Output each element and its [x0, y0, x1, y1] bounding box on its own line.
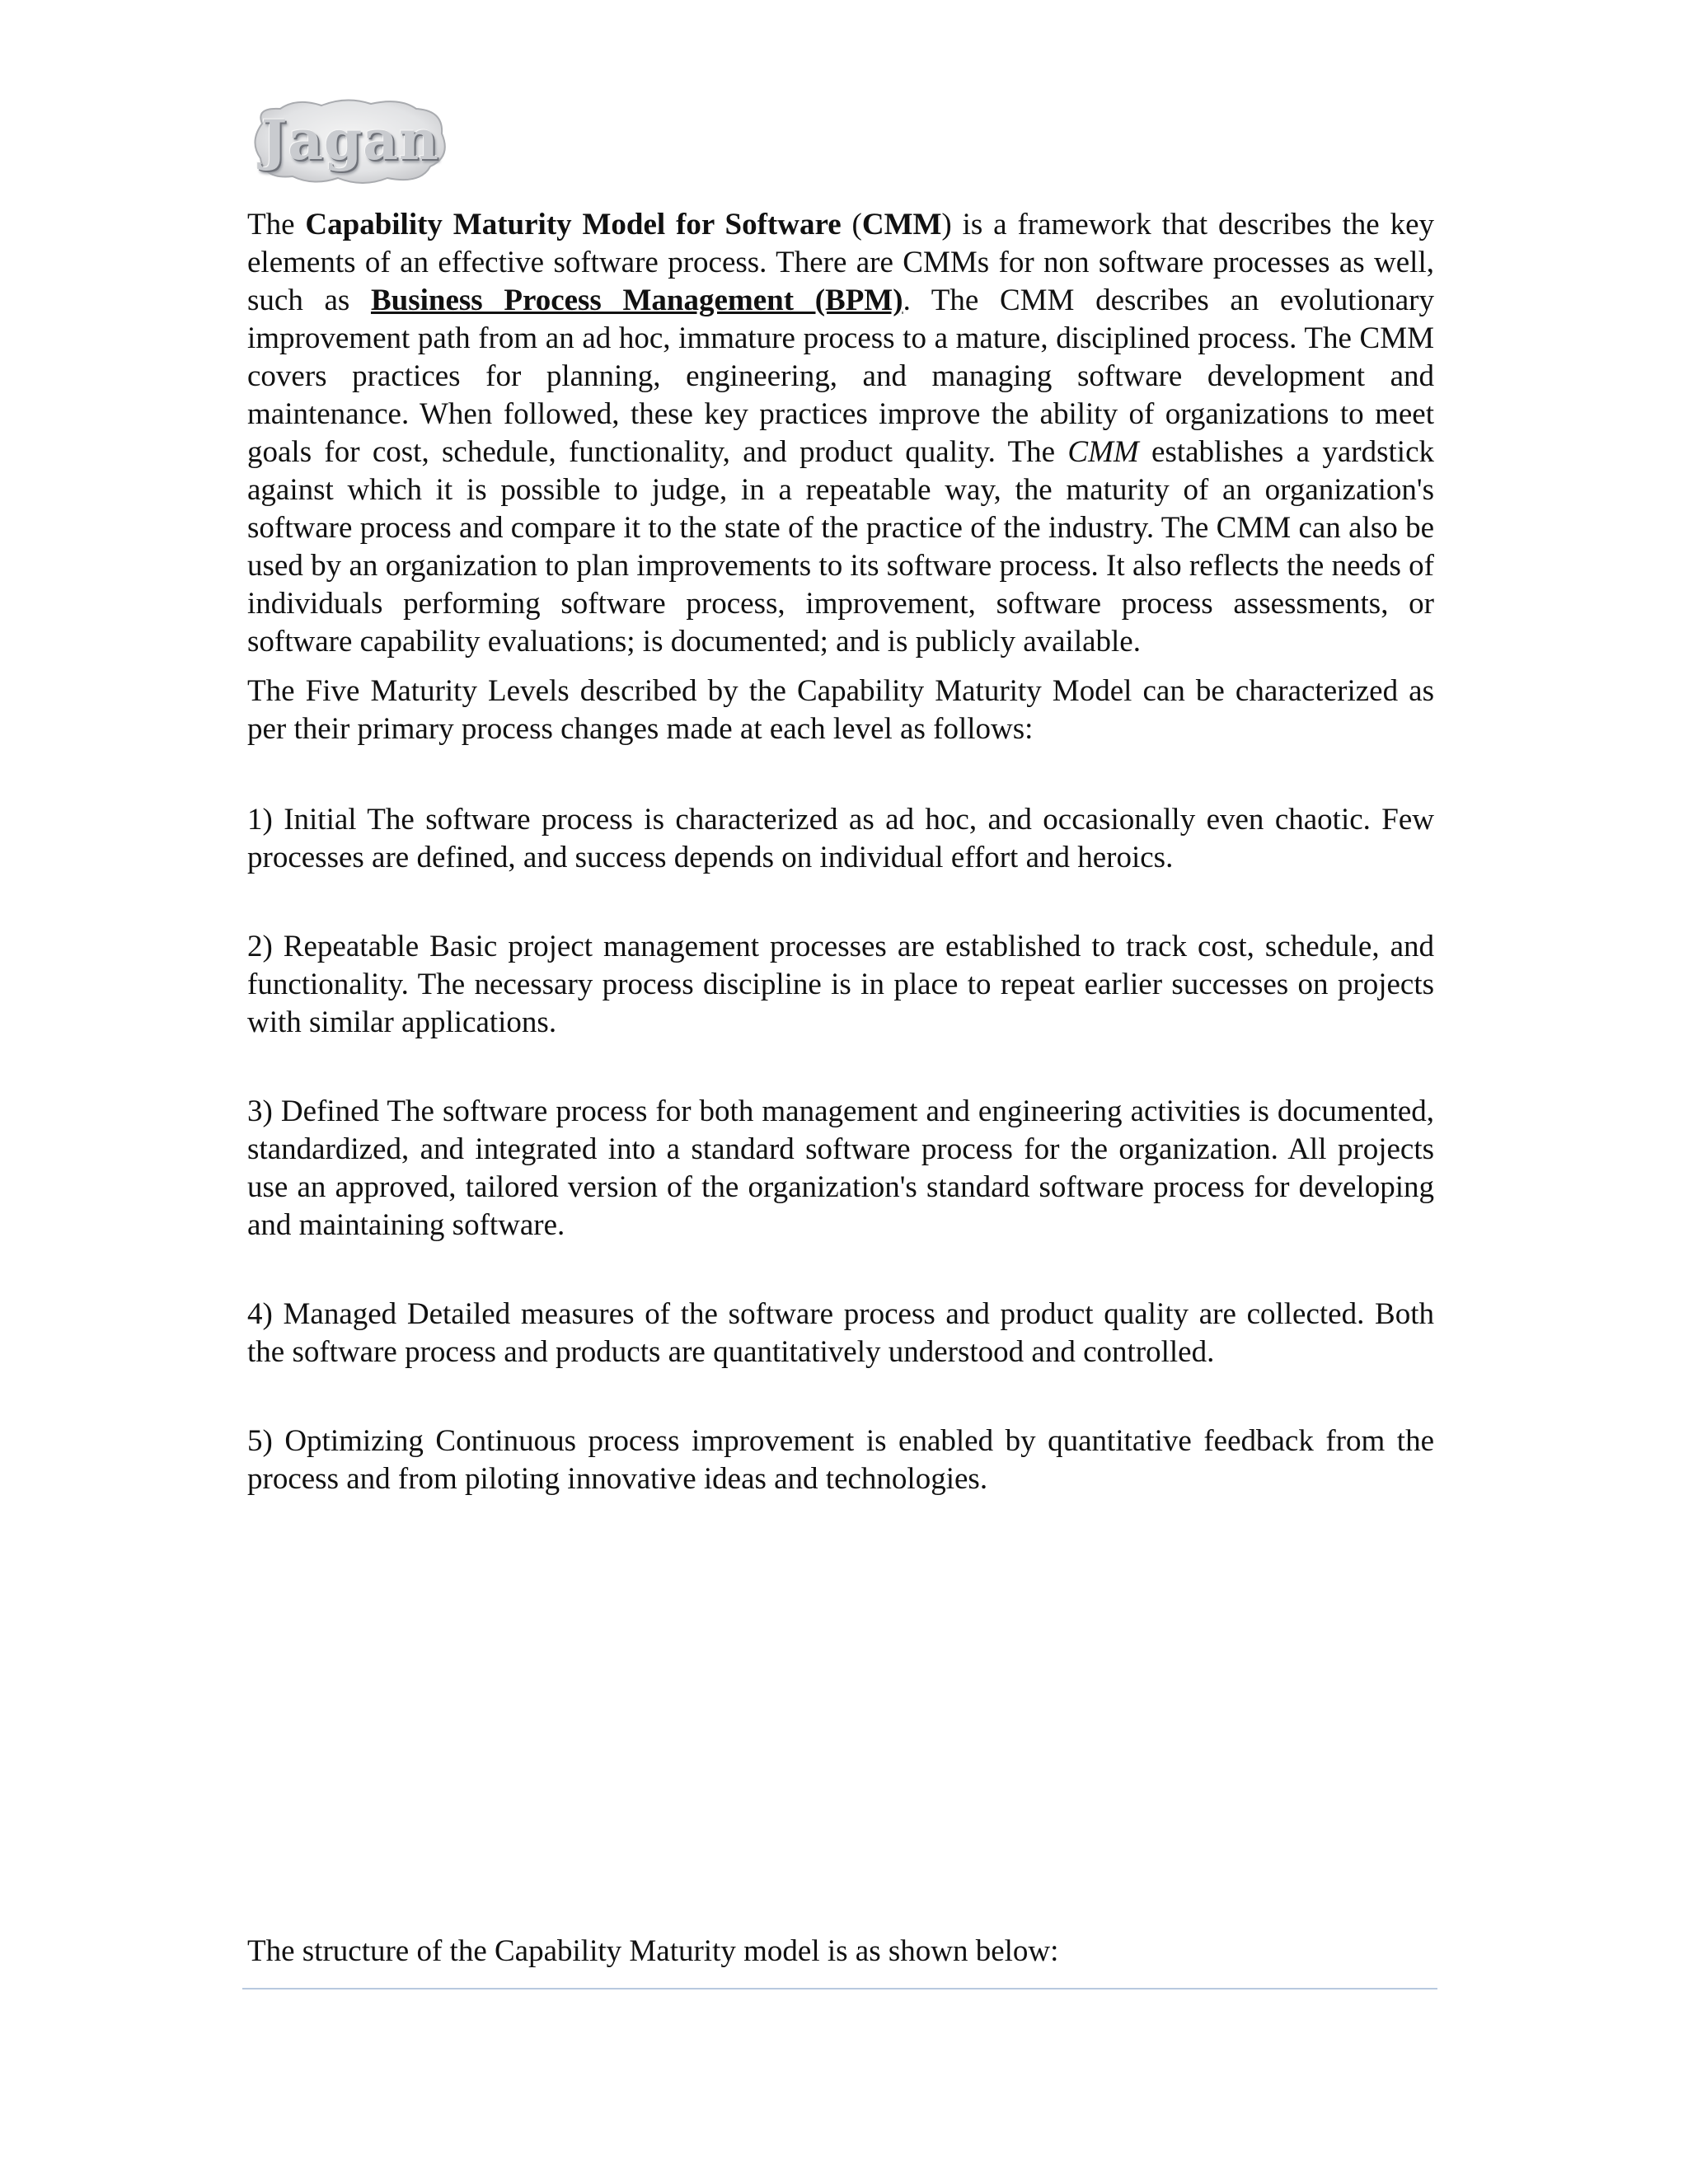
- intro-text-5: establishes a yardstick against which it is possible to judge, in a repeatable way, the maturity of an organization's software process and compare it to the state of the practice of the industry. The CMM can also be used by an organization to plan improvements to its software process. It also reflects the needs of individuals performing software process, improvement, software process assessments, or software capability evaluations; is documented; and is publicly available.: [247, 435, 1434, 658]
- cmm-full-name: Capability Maturity Model for Software: [305, 208, 842, 241]
- cmm-italic: CMM: [1067, 435, 1139, 469]
- level-2-paragraph: 2) Repeatable Basic project management processes are established to track cost, schedule, and functionality. The necessary process discipline is in place to repeat earlier successes on projects with similar applications.: [247, 930, 1434, 1039]
- level-3-paragraph: 3) Defined The software process for both management and engineering activities is documented, standardized, and integrated into a standard software process for the organization. All projects use an approved, tailored version of the organization's standard software process for developing and maintaining software.: [247, 1094, 1434, 1242]
- cmm-abbreviation: CMM: [861, 208, 942, 241]
- intro-text-2: (: [841, 208, 862, 241]
- intro-text-4: . The CMM describes an evolutionary improvement path from an ad hoc, immature process to a mature, disciplined process. The CMM covers practices for planning, engineering, and managing software development and maintenance. When followed, these key practices improve the ability of organizations to meet goals for cost, schedule, functionality, and product quality. The: [247, 284, 1434, 469]
- level-5-paragraph: 5) Optimizing Continuous process improvement is enabled by quantitative feedback from the process and from piloting innovative ideas and technologies.: [247, 1424, 1434, 1496]
- level-1-paragraph: 1) Initial The software process is characterized as ad hoc, and occasionally even chaotic. Few processes are defined, and success depends on individual effort and heroics.: [247, 803, 1434, 874]
- jagan-logo: [247, 91, 453, 190]
- logo-text: Jagan: [261, 108, 439, 172]
- intro-paragraph: [247, 206, 1434, 661]
- level-4-paragraph: 4) Managed Detailed measures of the software process and product quality are collected. Both the software process and products are quantitatively understood and controlled.: [247, 1297, 1434, 1369]
- document-page: [247, 91, 1434, 1549]
- structure-caption: The structure of the Capability Maturity model is as shown below:: [247, 1934, 1059, 1968]
- bpm-link[interactable]: Business Process Management (BPM): [370, 284, 903, 317]
- intro-text-1: The: [247, 208, 306, 241]
- levels-lead-paragraph: The Five Maturity Levels described by the Capability Maturity Model can be characterized as per their primary process changes made at each level as follows:: [247, 674, 1434, 746]
- footer-divider: [242, 1988, 1437, 1990]
- intro-text-3: ) is a framework that describes the key elements of an effective software process. There are CMMs for non software processes as well, such as: [247, 208, 1434, 317]
